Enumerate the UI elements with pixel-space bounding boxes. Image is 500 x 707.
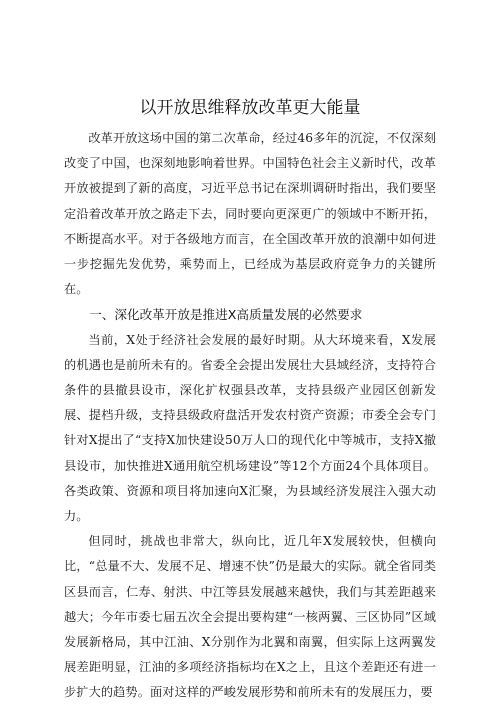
document-title: 以开放思维释放改革更大能量 bbox=[139, 98, 361, 118]
section-heading: 一、深化改革开放是推进X高质量发展的必然要求 bbox=[89, 307, 363, 323]
body-paragraph-1: 当前，X处于经济社会发展的最好时期。从大环境来看，X发展的机遇也是前所未有的。省委全会提出发展壮大县域经济，支持符合条件的县撤县设市，深化扩权强县改革，支持县级产业园区创新发展、提档升级，支持县级政府盘活开发农村资产资源；市委全会专门针对X提出了“支持X加快建设50万人口的现代化中等城市，支持X撤县设市，加快推进X通用航空机场建设”等12个方面24个具体项目。各类政策、资源和项目将加速向X汇聚，为县域经济发展注入强大动力。 bbox=[64, 332, 436, 524]
body-paragraph-2: 但同时，挑战也非常大，纵向比，近几年X发展较快，但横向比，“总量不大、发展不足、增速不快”仍是最大的实际。就全省同类区县而言，仁寿、射洪、中江等县发展越来越快，我们与其差距越来越大；今年市委七届五次全会提出要构建“一核两翼、三区协同”区域发展新格局，其中江油、X分别作为北翼和南翼，但实际上这两翼发展差距明显，江油的多项经济指标均在X之上，且这个差距还有进一步扩大的趋势。面对这样的严峻发展形势和前所未有的发展压力，要 bbox=[64, 534, 436, 700]
intro-paragraph: 改革开放这场中国的第二次革命，经过46多年的沉淀，不仅深刻改变了中国，也深刻地影响着世界。中国特色社会主义新时代，改革开放被提到了新的高度，习近平总书记在深圳调研时指出，我们要坚定沿着改革开放之路走下去，同时要向更深更广的领域中不断开拓，不断提高水平。对于各级地方而言，在全国改革开放的浪潮中如何进一步挖掘先发优势，乘势而上，已经成为基层政府竞争力的关键所在。 bbox=[64, 131, 436, 297]
